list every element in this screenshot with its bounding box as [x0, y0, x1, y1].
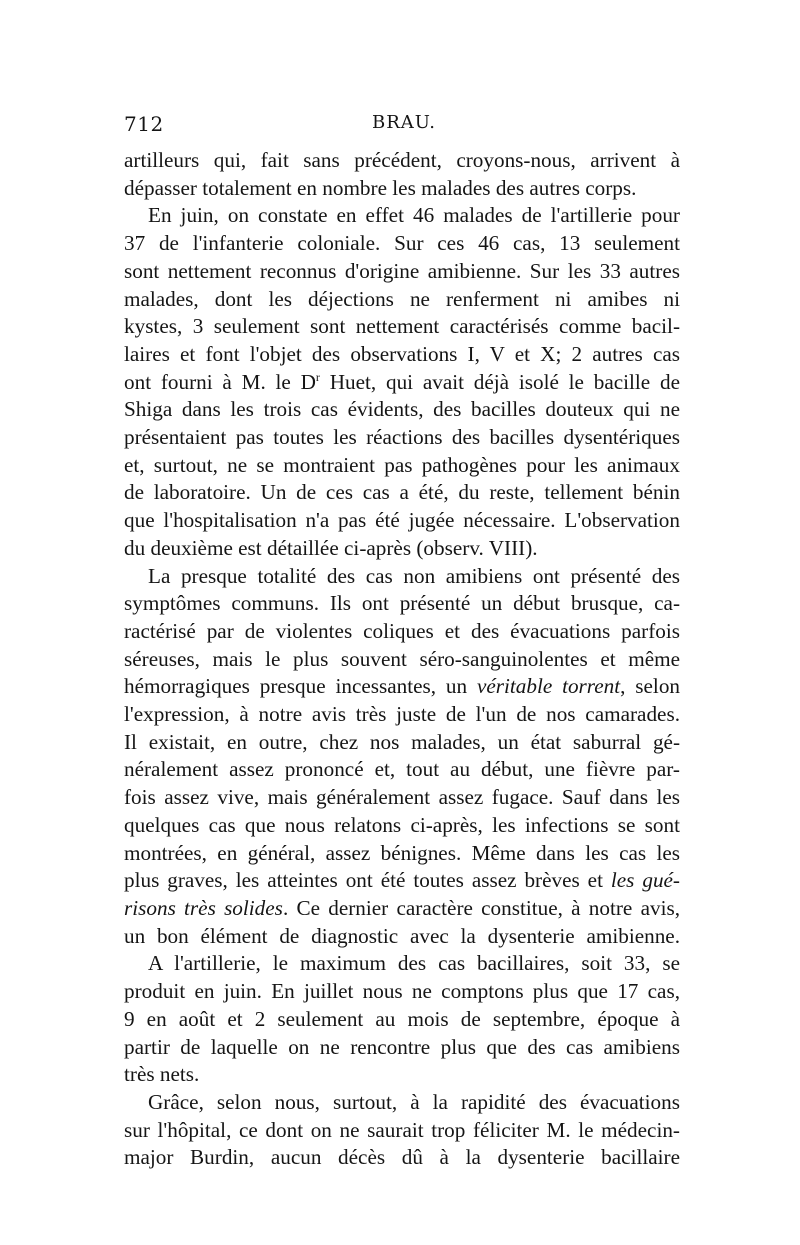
text-line: fois assez vive, mais généralement assez fugace. Sauf dans les: [124, 785, 680, 810]
text-line: Shiga dans les trois cas évidents, des bacilles douteux qui ne: [124, 397, 680, 422]
text-line: dépasser totalement en nombre les malades des autres corps.: [124, 175, 637, 200]
text-line: kystes, 3 seulement sont nettement caractérisés comme bacil-: [124, 314, 680, 339]
text-line: major Burdin, aucun décès dû à la dysenterie bacillaire: [124, 1145, 680, 1170]
body-text: [124, 147, 680, 1172]
text-line: un bon élément de diagnostic avec la dysenterie amibienne.: [124, 923, 680, 948]
text-line: 37 de l'infanterie coloniale. Sur ces 46 cas, 13 seulement: [124, 231, 680, 256]
text-line: sur l'hôpital, ce dont on ne saurait trop féliciter M. le médecin-: [124, 1117, 680, 1142]
text-line: laires et font l'objet des observations I, V et X; 2 autres cas: [124, 341, 680, 366]
running-head: BRAU.: [372, 112, 437, 133]
text-line: partir de laquelle on ne rencontre plus que des cas amibiens: [124, 1034, 680, 1059]
text-line: Il existait, en outre, chez nos malades, un état saburral gé-: [124, 729, 680, 754]
text-line: quelques cas que nous relatons ci-après, les infections se sont: [124, 812, 680, 837]
text-line: l'expression, à notre avis très juste de l'un de nos camarades.: [124, 702, 680, 727]
text-line: symptômes communs. Ils ont présenté un début brusque, ca-: [124, 591, 680, 616]
text-line: de laboratoire. Un de ces cas a été, du reste, tellement bénin: [124, 480, 680, 505]
text-line: présentaient pas toutes les réactions des bacilles dysentériques: [124, 425, 680, 450]
page-number: 712: [124, 112, 164, 136]
text-line: et, surtout, ne se montraient pas pathogènes pour les animaux: [124, 452, 680, 477]
text-line: montrées, en général, assez bénignes. Même dans les cas les: [124, 840, 680, 865]
text-line: produit en juin. En juillet nous ne comptons plus que 17 cas,: [124, 979, 680, 1004]
text-line: ont fourni à M. le $D^r$ Huet, qui avait déjà isolé le bacille de: [124, 369, 680, 394]
text-line: plus graves, les atteintes ont été toutes assez brèves et les gué-: [124, 868, 680, 893]
text-line: néralement assez prononcé et, tout au début, une fièvre par-: [124, 757, 680, 782]
text-line: du deuxième est détaillée ci-après (observ. VIII).: [124, 535, 538, 560]
text-line: très nets.: [124, 1062, 200, 1087]
text-line: sont nettement reconnus d'origine amibienne. Sur les 33 autres: [124, 258, 680, 283]
text-line: ractérisé par de violentes coliques et des évacuations parfois: [124, 618, 680, 643]
page-header: [124, 112, 680, 142]
text-line: risons très solides. Ce dernier caractère constitue, à notre avis,: [124, 895, 681, 920]
text-line: En juin, on constate en effet 46 malades de l'artillerie pour: [148, 203, 680, 228]
text-line: séreuses, mais le plus souvent séro-sanguinolentes et même: [124, 646, 680, 671]
text-line: hémorragiques presque incessantes, un véritable torrent, selon: [124, 674, 681, 699]
text-line: que l'hospitalisation n'a pas été jugée nécessaire. L'observation: [124, 508, 680, 533]
text-line: malades, dont les déjections ne renferment ni amibes ni: [124, 286, 680, 311]
text-line: 9 en août et 2 seulement au mois de septembre, époque à: [124, 1006, 680, 1031]
text-line: La presque totalité des cas non amibiens ont présenté des: [148, 563, 680, 588]
text-line: Grâce, selon nous, surtout, à la rapidité des évacuations: [148, 1089, 680, 1114]
text-line: A l'artillerie, le maximum des cas bacillaires, soit 33, se: [148, 951, 680, 976]
text-line: artilleurs qui, fait sans précédent, croyons-nous, arrivent à: [124, 148, 680, 172]
